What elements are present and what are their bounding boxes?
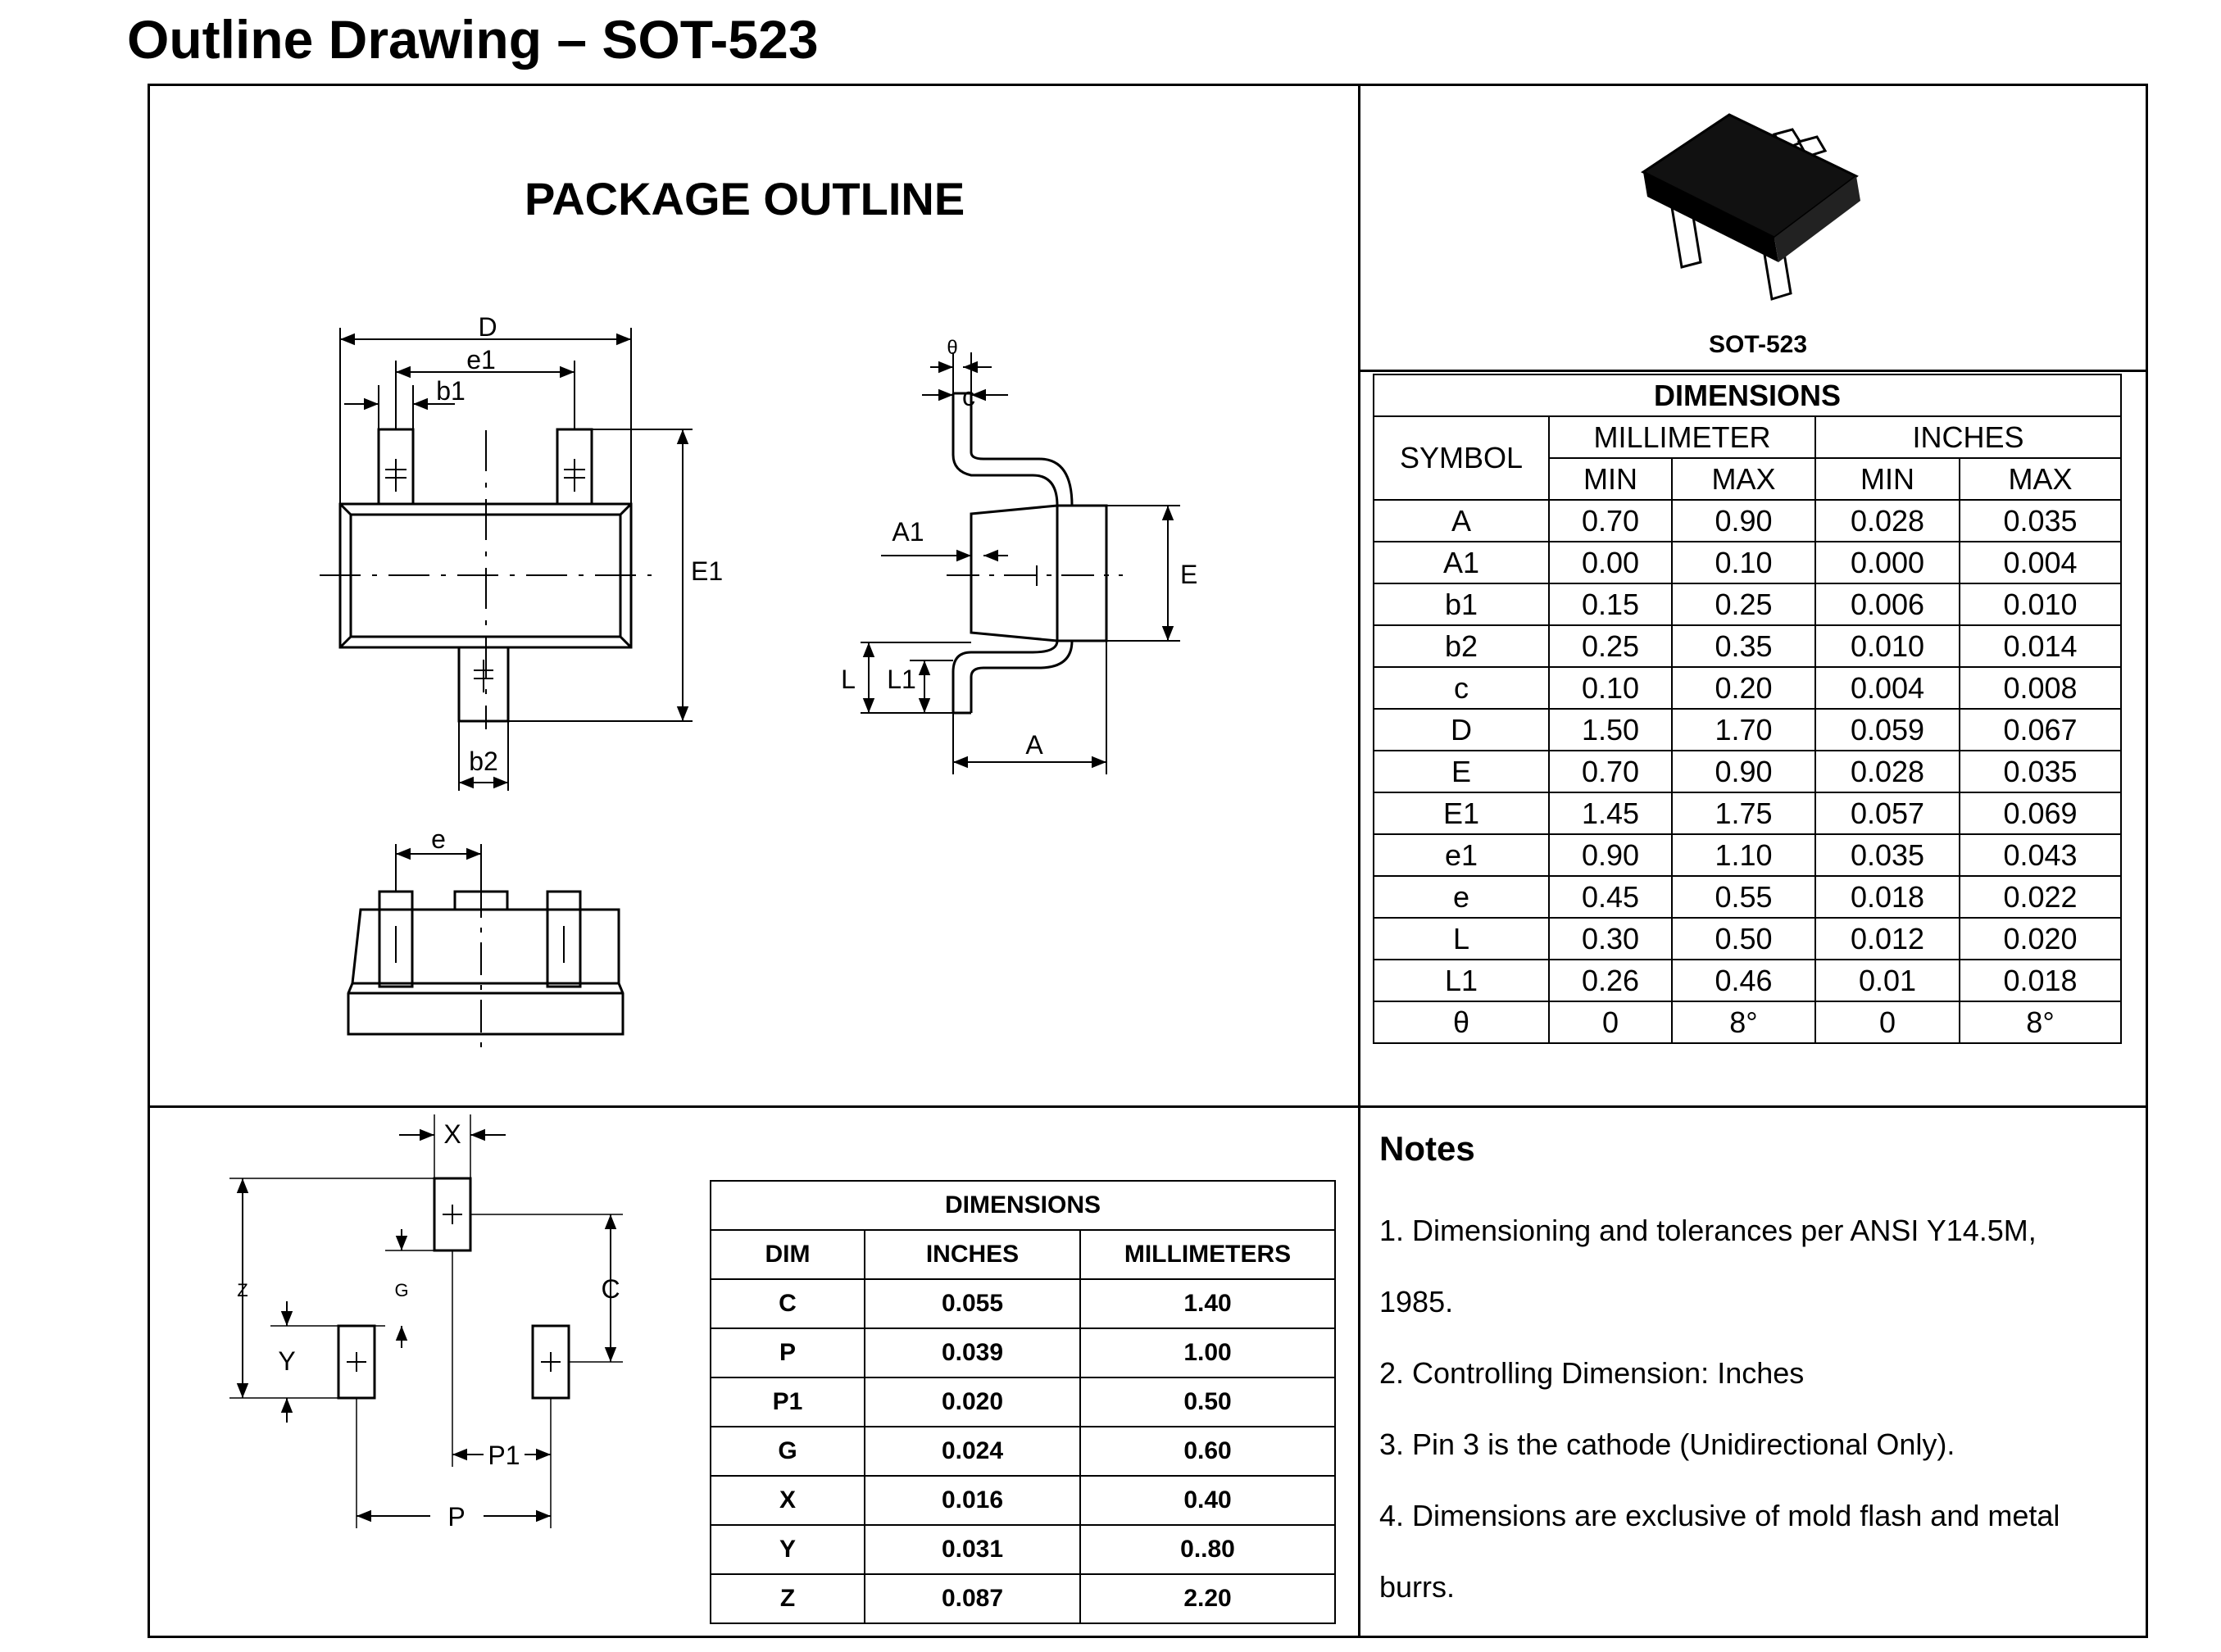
cell-mm-max: 1.10	[1672, 834, 1815, 876]
cell-mm: 1.40	[1080, 1279, 1335, 1328]
land-table-body	[711, 1279, 1335, 1623]
cell-mm: 0.40	[1080, 1476, 1335, 1525]
svg-text:Y: Y	[278, 1346, 296, 1376]
svg-text:P: P	[447, 1502, 466, 1532]
table-row	[1374, 625, 2121, 667]
cell-inches: 0.031	[865, 1525, 1080, 1574]
cell-mm: 2.20	[1080, 1574, 1335, 1623]
notes-title: Notes	[1379, 1129, 1475, 1168]
cell-mm-max: 0.90	[1672, 500, 1815, 542]
table-row	[711, 1427, 1335, 1476]
cell-symbol: b2	[1374, 625, 1549, 667]
land-pattern-table	[710, 1180, 1336, 1624]
cell-in-min: 0.01	[1815, 960, 1960, 1001]
table-row	[1374, 709, 2121, 751]
cell-in-max: 0.035	[1960, 500, 2121, 542]
cell-mm-min: 0.26	[1549, 960, 1672, 1001]
side-view-lower-lead	[953, 641, 1072, 713]
cell-symbol: A1	[1374, 542, 1549, 583]
package-image-label: SOT-523	[1708, 331, 1808, 358]
svg-text:L1: L1	[887, 665, 916, 694]
cell-in-min: 0.006	[1815, 583, 1960, 625]
cell-inches: 0.055	[865, 1279, 1080, 1328]
table-row	[1374, 1001, 2121, 1043]
cell-dim: P	[711, 1328, 865, 1377]
cell-mm-max: 0.55	[1672, 876, 1815, 918]
cell-mm-min: 0.25	[1549, 625, 1672, 667]
sot523-package-image	[1643, 115, 1860, 299]
svg-text:A: A	[1025, 730, 1043, 760]
cell-in-max: 0.035	[1960, 751, 2121, 792]
cell-dim: G	[711, 1427, 865, 1476]
cell-mm-min: 0.45	[1549, 876, 1672, 918]
cell-mm-min: 0.00	[1549, 542, 1672, 583]
cell-mm-min: 0.90	[1549, 834, 1672, 876]
svg-text:G: G	[394, 1280, 409, 1300]
svg-text:L: L	[841, 665, 856, 694]
table-row	[711, 1328, 1335, 1377]
dimensions-table	[1373, 374, 2122, 1044]
cell-mm-max: 0.50	[1672, 918, 1815, 960]
land-dim-header: DIM	[711, 1230, 865, 1279]
cell-mm-min: 0.15	[1549, 583, 1672, 625]
cell-in-min: 0.059	[1815, 709, 1960, 751]
cell-symbol: L1	[1374, 960, 1549, 1001]
table-row	[711, 1525, 1335, 1574]
cell-in-max: 0.010	[1960, 583, 2121, 625]
page-title: Outline Drawing – SOT-523	[127, 9, 819, 70]
side-view-body	[971, 506, 1106, 641]
front-view	[348, 844, 623, 1053]
cell-in-min: 0.028	[1815, 500, 1960, 542]
table-row	[711, 1279, 1335, 1328]
land-pattern-drawing	[229, 1114, 623, 1528]
cell-symbol: E1	[1374, 792, 1549, 834]
cell-mm-min: 0	[1549, 1001, 1672, 1043]
cell-mm-max: 8°	[1672, 1001, 1815, 1043]
cell-in-max: 0.014	[1960, 625, 2121, 667]
cell-mm: 0.60	[1080, 1427, 1335, 1476]
dimensions-table-title: DIMENSIONS	[1374, 374, 2121, 416]
table-row	[1374, 834, 2121, 876]
cell-symbol: e	[1374, 876, 1549, 918]
cell-in-min: 0.035	[1815, 834, 1960, 876]
table-row	[1374, 960, 2121, 1001]
cell-mm-min: 0.70	[1549, 751, 1672, 792]
cell-mm-min: 0.70	[1549, 500, 1672, 542]
cell-inches: 0.039	[865, 1328, 1080, 1377]
inches-header: INCHES	[1815, 416, 2121, 458]
cell-in-min: 0	[1815, 1001, 1960, 1043]
table-row	[711, 1377, 1335, 1427]
in-min-header: MIN	[1815, 458, 1960, 500]
svg-text:E1: E1	[691, 556, 724, 586]
mm-min-header: MIN	[1549, 458, 1672, 500]
note-line: 3. Pin 3 is the cathode (Unidirectional Only).	[1379, 1427, 1955, 1461]
table-row	[1374, 876, 2121, 918]
table-row	[1374, 500, 2121, 542]
cell-mm-min: 0.10	[1549, 667, 1672, 709]
cell-dim: P1	[711, 1377, 865, 1427]
cell-in-min: 0.028	[1815, 751, 1960, 792]
table-row	[1374, 918, 2121, 960]
cell-symbol: D	[1374, 709, 1549, 751]
cell-in-max: 0.018	[1960, 960, 2121, 1001]
in-max-header: MAX	[1960, 458, 2121, 500]
svg-text:e: e	[431, 824, 446, 854]
cell-mm-max: 0.35	[1672, 625, 1815, 667]
front-view-labels	[431, 824, 446, 854]
cell-dim: C	[711, 1279, 865, 1328]
cell-dim: Z	[711, 1574, 865, 1623]
note-line: 1. Dimensioning and tolerances per ANSI Y14.5M,	[1379, 1214, 2037, 1247]
cell-inches: 0.024	[865, 1427, 1080, 1476]
cell-mm-min: 0.30	[1549, 918, 1672, 960]
cell-mm-max: 0.90	[1672, 751, 1815, 792]
svg-text:c: c	[962, 382, 975, 411]
svg-text:C: C	[601, 1274, 620, 1304]
side-view-labels	[841, 337, 1197, 760]
svg-text:Z: Z	[237, 1280, 248, 1300]
note-line: 4. Dimensions are exclusive of mold flash and metal	[1379, 1499, 2060, 1532]
cell-in-max: 0.069	[1960, 792, 2121, 834]
table-row	[1374, 583, 2121, 625]
cell-symbol: c	[1374, 667, 1549, 709]
svg-text:D: D	[478, 312, 497, 342]
cell-dim: X	[711, 1476, 865, 1525]
cell-mm-min: 1.50	[1549, 709, 1672, 751]
table-row	[1374, 667, 2121, 709]
cell-mm-max: 0.20	[1672, 667, 1815, 709]
svg-text:A1: A1	[892, 517, 924, 547]
cell-mm-max: 1.75	[1672, 792, 1815, 834]
cell-in-max: 8°	[1960, 1001, 2121, 1043]
cell-symbol: E	[1374, 751, 1549, 792]
cell-symbol: L	[1374, 918, 1549, 960]
table-row	[711, 1476, 1335, 1525]
cell-mm-max: 1.70	[1672, 709, 1815, 751]
cell-in-min: 0.000	[1815, 542, 1960, 583]
cell-mm: 0.50	[1080, 1377, 1335, 1427]
cell-mm-max: 0.25	[1672, 583, 1815, 625]
cell-in-min: 0.004	[1815, 667, 1960, 709]
top-view-labels	[436, 312, 723, 776]
cell-mm-max: 0.46	[1672, 960, 1815, 1001]
cell-mm: 0..80	[1080, 1525, 1335, 1574]
dimensions-table-body	[1374, 500, 2121, 1043]
svg-text:θ: θ	[947, 337, 958, 359]
svg-text:e1: e1	[466, 345, 496, 374]
cell-symbol: e1	[1374, 834, 1549, 876]
side-view	[861, 352, 1180, 774]
millimeter-header: MILLIMETER	[1549, 416, 1815, 458]
mm-max-header: MAX	[1672, 458, 1815, 500]
cell-mm: 1.00	[1080, 1328, 1335, 1377]
cell-inches: 0.020	[865, 1377, 1080, 1427]
cell-in-min: 0.018	[1815, 876, 1960, 918]
svg-text:X: X	[443, 1119, 461, 1149]
top-view	[320, 328, 693, 791]
cell-symbol: A	[1374, 500, 1549, 542]
table-row	[1374, 792, 2121, 834]
symbol-header: SYMBOL	[1374, 416, 1549, 500]
cell-in-max: 0.022	[1960, 876, 2121, 918]
svg-text:b1: b1	[436, 376, 466, 406]
cell-symbol: b1	[1374, 583, 1549, 625]
svg-text:E: E	[1180, 560, 1198, 589]
package-outline-title: PACKAGE OUTLINE	[525, 173, 965, 225]
cell-in-min: 0.012	[1815, 918, 1960, 960]
cell-in-max: 0.043	[1960, 834, 2121, 876]
cell-mm-min: 1.45	[1549, 792, 1672, 834]
cell-inches: 0.087	[865, 1574, 1080, 1623]
land-inches-header: INCHES	[865, 1230, 1080, 1279]
land-mm-header: MILLIMETERS	[1080, 1230, 1335, 1279]
note-line: 2. Controlling Dimension: Inches	[1379, 1356, 1805, 1390]
cell-in-max: 0.067	[1960, 709, 2121, 751]
table-row	[1374, 751, 2121, 792]
table-row	[1374, 542, 2121, 583]
svg-text:P1: P1	[488, 1441, 520, 1470]
cell-dim: Y	[711, 1525, 865, 1574]
cell-mm-max: 0.10	[1672, 542, 1815, 583]
cell-in-min: 0.057	[1815, 792, 1960, 834]
svg-text:b2: b2	[469, 747, 498, 776]
table-row	[711, 1574, 1335, 1623]
cell-in-min: 0.010	[1815, 625, 1960, 667]
note-line: burrs.	[1379, 1570, 1456, 1604]
cell-inches: 0.016	[865, 1476, 1080, 1525]
land-table-title: DIMENSIONS	[711, 1181, 1335, 1230]
cell-in-max: 0.004	[1960, 542, 2121, 583]
cell-in-max: 0.008	[1960, 667, 2121, 709]
cell-symbol: θ	[1374, 1001, 1549, 1043]
front-view-body	[348, 910, 623, 1034]
note-line: 1985.	[1379, 1285, 1454, 1318]
cell-in-max: 0.020	[1960, 918, 2121, 960]
